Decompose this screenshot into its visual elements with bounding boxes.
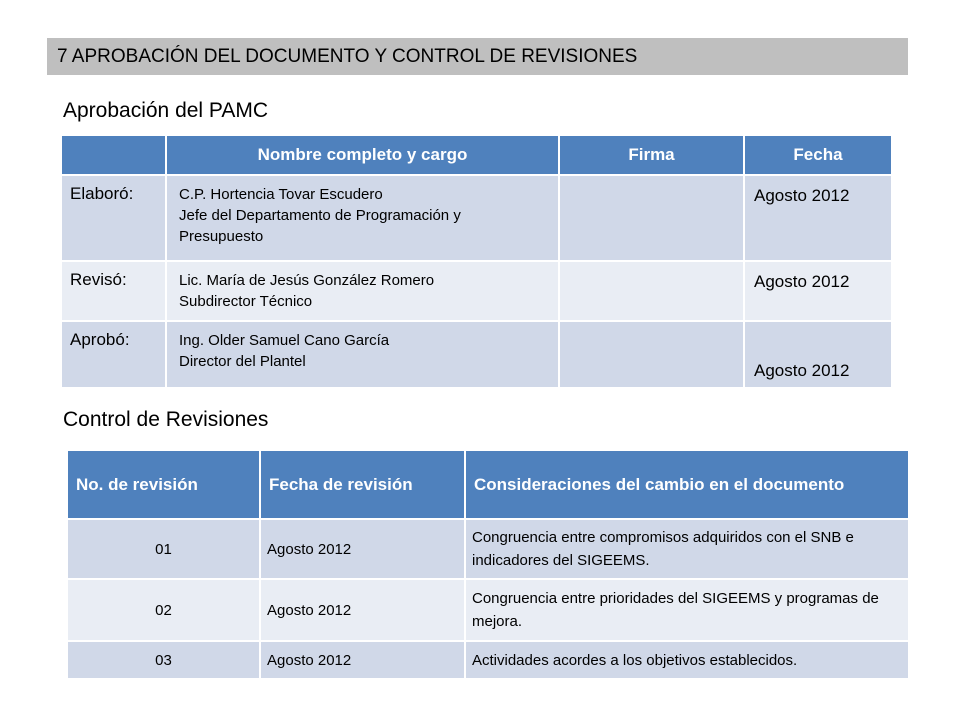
revision-number: 01 (67, 519, 260, 579)
approval-person (166, 321, 559, 388)
approval-signature (559, 175, 744, 261)
approval-header-role (61, 135, 166, 175)
revision-number: 03 (67, 641, 260, 679)
section-title: 7 APROBACIÓN DEL DOCUMENTO Y CONTROL DE REVISIONES (47, 38, 908, 75)
revision-description: Congruencia entre prioridades del SIGEEMS y programas de mejora. (465, 579, 909, 641)
revision-date: Agosto 2012 (260, 641, 465, 679)
approval-date: Agosto 2012 (744, 321, 892, 388)
revisions-heading: Control de Revisiones (63, 408, 269, 431)
approval-person (166, 175, 559, 261)
person-position: Jefe del Departamento de Programación y (179, 207, 461, 224)
person-position: Director del Plantel (179, 353, 306, 370)
person-name: C.P. Hortencia Tovar Escudero (179, 186, 383, 203)
person-name: Lic. María de Jesús González Romero (179, 272, 435, 289)
approval-row (61, 321, 892, 388)
revision-number: 02 (67, 579, 260, 641)
person-name: Ing. Older Samuel Cano García (179, 332, 390, 349)
approval-signature (559, 261, 744, 321)
revisions-header-date: Fecha de revisión (260, 450, 465, 519)
approval-table (60, 134, 893, 389)
approval-header-date: Fecha (744, 135, 892, 175)
approval-role: Elaboró: (61, 175, 166, 261)
approval-row (61, 175, 892, 261)
revision-description: Congruencia entre compromisos adquiridos con el SNB e indicadores del SIGEEMS. (465, 519, 909, 579)
revision-date: Agosto 2012 (260, 519, 465, 579)
approval-header-row (61, 135, 892, 175)
approval-role: Revisó: (61, 261, 166, 321)
approval-person (166, 261, 559, 321)
approval-signature (559, 321, 744, 388)
approval-header-signature: Firma (559, 135, 744, 175)
approval-role: Aprobó: (61, 321, 166, 388)
approval-row (61, 261, 892, 321)
revision-row (67, 641, 909, 679)
revisions-table (66, 449, 910, 680)
approval-date: Agosto 2012 (744, 175, 892, 261)
revision-row (67, 579, 909, 641)
revisions-header-description: Consideraciones del cambio en el documento (465, 450, 909, 519)
person-position: Presupuesto (179, 228, 264, 245)
approval-heading: Aprobación del PAMC (63, 99, 269, 122)
revision-description: Actividades acordes a los objetivos establecidos. (465, 641, 909, 679)
approval-date: Agosto 2012 (744, 261, 892, 321)
revisions-header-row (67, 450, 909, 519)
approval-header-name: Nombre completo y cargo (166, 135, 559, 175)
revision-row (67, 519, 909, 579)
person-position: Subdirector Técnico (179, 293, 313, 310)
revisions-header-number: No. de revisión (67, 450, 260, 519)
revision-date: Agosto 2012 (260, 579, 465, 641)
